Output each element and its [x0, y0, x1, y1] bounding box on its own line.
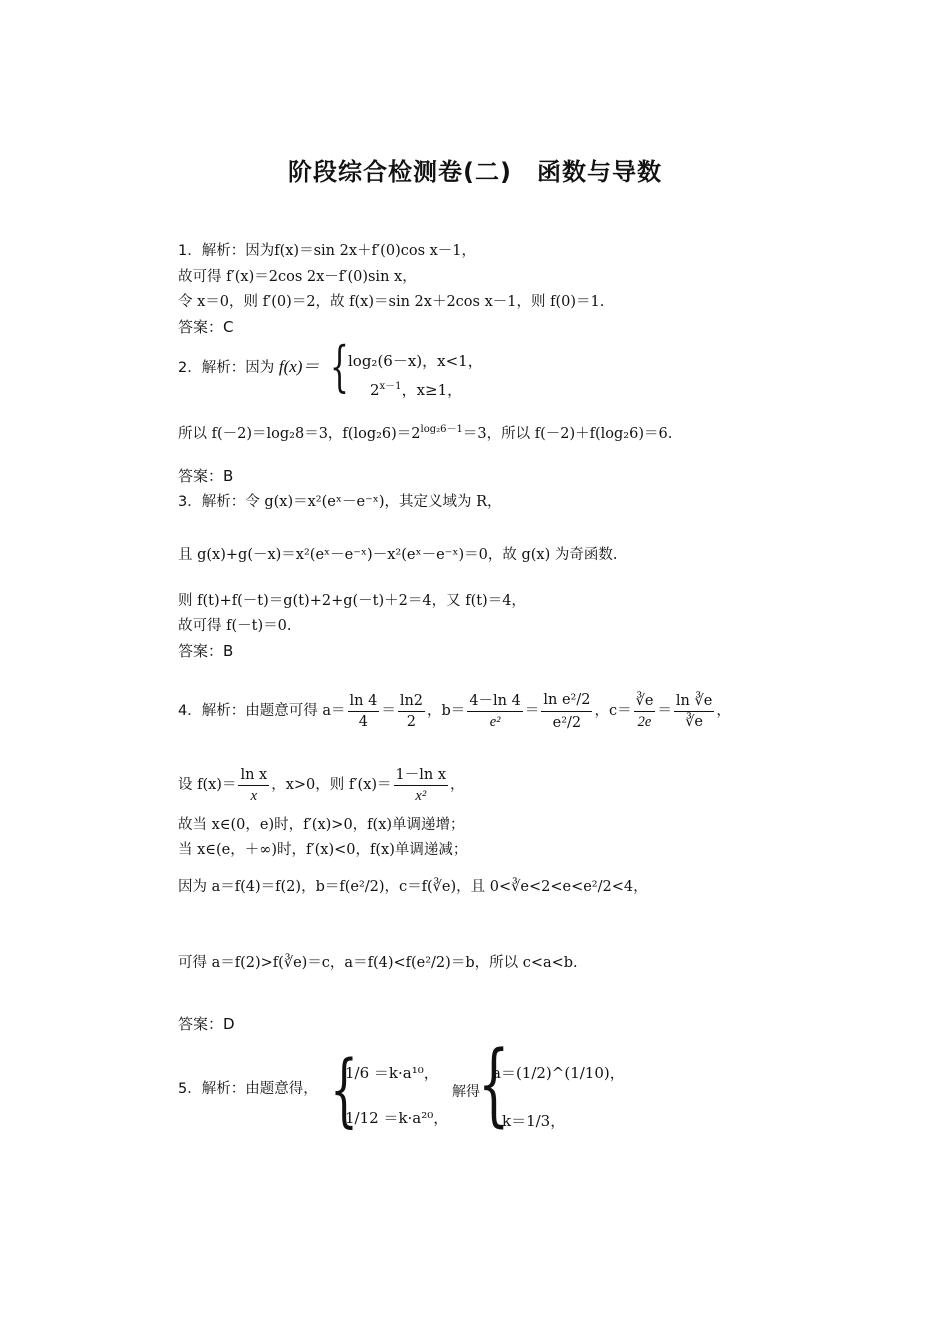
q4-fx-frac — [238, 765, 269, 806]
q2-case-2-exp: x－1 — [379, 381, 402, 392]
q3-line-2: 且 g(x)+g(－x)＝x²(eˣ－e⁻ˣ)－x²(eˣ－e⁻ˣ)＝0，故 g(x) 为奇函数. — [178, 547, 618, 563]
q4-c-frac — [634, 691, 656, 732]
q4-a2-num: ln2 — [398, 691, 425, 712]
q4-b-den: e² — [489, 713, 501, 730]
q5-line-1 — [178, 1079, 318, 1099]
q2-text-2: 所以 f(－2)＝log₂8＝3，f(log₂6)＝2 — [178, 425, 421, 442]
q2-label: 2．解析： — [178, 360, 246, 376]
q3-label: 3．解析： — [178, 494, 246, 510]
q4-a2-den: 2 — [406, 713, 417, 730]
q3-line-4: 故可得 f(－t)＝0. — [178, 618, 292, 634]
q4-a-frac — [348, 691, 380, 732]
q2-answer: 答案：B — [178, 467, 234, 485]
q4-line-4: 当 x∈(e，＋∞)时，f′(x)<0，f(x)单调递减； — [178, 842, 468, 858]
q2-fx: f(x)＝ — [278, 357, 320, 376]
q4-line-2: 设 f(x)＝ $\frac{\text{ln x}}{x}$ ，x>0，则 f′(x)＝ $\frac{\text{1－ln x}}{\text{x²}}$ ， — [178, 766, 465, 804]
q1-line-1 — [178, 241, 476, 261]
q1-label: 1．解析： — [178, 243, 246, 259]
q5-text-1: 由题意得， — [245, 1081, 318, 1097]
q4-line-3: 故当 x∈(0，e)时，f′(x)>0，f(x)单调递增； — [178, 817, 465, 833]
q4-fx-num: ln x — [238, 765, 269, 786]
q1-line-2: 故可得 f′(x)＝2cos 2x－f′(0)sin x， — [178, 269, 417, 285]
q4-c-num: ∛e — [634, 691, 656, 712]
q4-b2-den: e²/2 — [552, 714, 582, 731]
q2-line-2 — [178, 420, 672, 444]
q2-case-2-tail: ，x≥1， — [401, 381, 463, 399]
q4-a-num: ln 4 — [348, 691, 380, 712]
q2-case-1: log₂(6－x)，x<1， — [348, 352, 483, 370]
q4-a-den: 4 — [358, 713, 369, 730]
q4-fx-mid: ，x>0，则 f′(x)＝ — [271, 777, 392, 793]
q4-line-5: 因为 a＝f(4)＝f(2)，b＝f(e²/2)，c＝f(∛e)，且 0<∛e<2<e<e²/2<4， — [178, 879, 648, 895]
q2-case-2-base: 2 — [370, 381, 380, 399]
q2-case-2 — [370, 377, 462, 400]
q3-line-1 — [178, 492, 502, 512]
q2-line-1 — [178, 357, 319, 378]
q5-solve: 解得 — [452, 1084, 480, 1100]
q1-answer: 答案：C — [178, 318, 234, 336]
q4-c-pre: ，c＝ — [594, 703, 632, 719]
q4-c2-den: ∛e — [685, 713, 704, 730]
q4-label: 4．解析： — [178, 703, 246, 719]
q5-eq-1: 1/6 ＝k·a¹⁰， — [345, 1064, 439, 1082]
q4-fpx-frac — [394, 765, 449, 806]
q4-line-6: 可得 a＝f(2)>f(∛e)＝c，a＝f(4)<f(e²/2)＝b，所以 c<a<b. — [178, 955, 578, 971]
q4-fx-den: x — [250, 787, 258, 804]
q4-fpx-num: 1－ln x — [394, 765, 449, 786]
q5-brace-right: { — [478, 1032, 510, 1137]
q4-c-den: 2e — [637, 713, 652, 730]
q4-b-pre: ，b＝ — [427, 703, 466, 719]
q3-answer: 答案：B — [178, 642, 234, 660]
q1-line-3: 令 x＝0，则 f′(0)＝2，故 f(x)＝sin 2x＋2cos x－1，则 f(0)＝1. — [178, 294, 605, 310]
q1-text-1: 因为f(x)＝sin 2x＋f′(0)cos x－1， — [245, 243, 477, 259]
q3-text-1: 令 g(x)＝x²(eˣ－e⁻ˣ)，其定义域为 R， — [245, 494, 502, 510]
q5-eq-2: 1/12 ＝k·a²⁰， — [345, 1109, 449, 1127]
q2-because: 因为 — [245, 360, 275, 376]
page-title: 阶段综合检测卷(二) 函数与导数 — [288, 158, 662, 186]
q4-line-1: 4．解析：由题意可得 a＝ $\frac{\ln 4}{4}$ ＝ $\frac{\ln 2}{2}$ ，b＝ $\frac{4-\ln 4}{\text{e²}}$ ＝ $\frac{\text{ln e²/2}}{\text{e²/2}}$ ，c＝ $\frac{∛e}{2e}$ ＝ $\frac{\ln ∛e}{∛e}$ ， — [178, 686, 731, 736]
q5-label: 5．解析： — [178, 1081, 246, 1097]
q4-b2-frac — [541, 689, 592, 734]
q5-sol-2: k＝1/3， — [502, 1112, 566, 1130]
q3-line-3: 则 f(t)+f(－t)＝g(t)+2+g(－t)＋2＝4，又 f(t)＝4， — [178, 593, 526, 609]
q2-brace: { — [330, 335, 349, 398]
q4-a2-frac — [398, 691, 425, 732]
q4-c2-num: ln ∛e — [674, 691, 714, 712]
q4-c2-frac — [674, 691, 714, 732]
q4-b-frac — [467, 691, 523, 732]
q4-b2-num: ln e²/2 — [541, 689, 592, 712]
q2-text-2-exp: log₂6－1 — [420, 424, 463, 435]
q4-answer: 答案：D — [178, 1015, 235, 1033]
q4-fx-pre: 设 f(x)＝ — [178, 777, 237, 793]
q2-text-2-tail: ＝3，所以 f(－2)＋f(log₂6)＝6. — [462, 425, 673, 442]
q5-sol-1: a＝(1/2)^(1/10)， — [492, 1064, 625, 1082]
q4-a-pre: 由题意可得 a＝ — [245, 703, 346, 719]
q5-brace-left: { — [330, 1043, 358, 1136]
q4-b-num: 4－ln 4 — [467, 691, 523, 712]
q4-fpx-den: x² — [415, 787, 427, 804]
